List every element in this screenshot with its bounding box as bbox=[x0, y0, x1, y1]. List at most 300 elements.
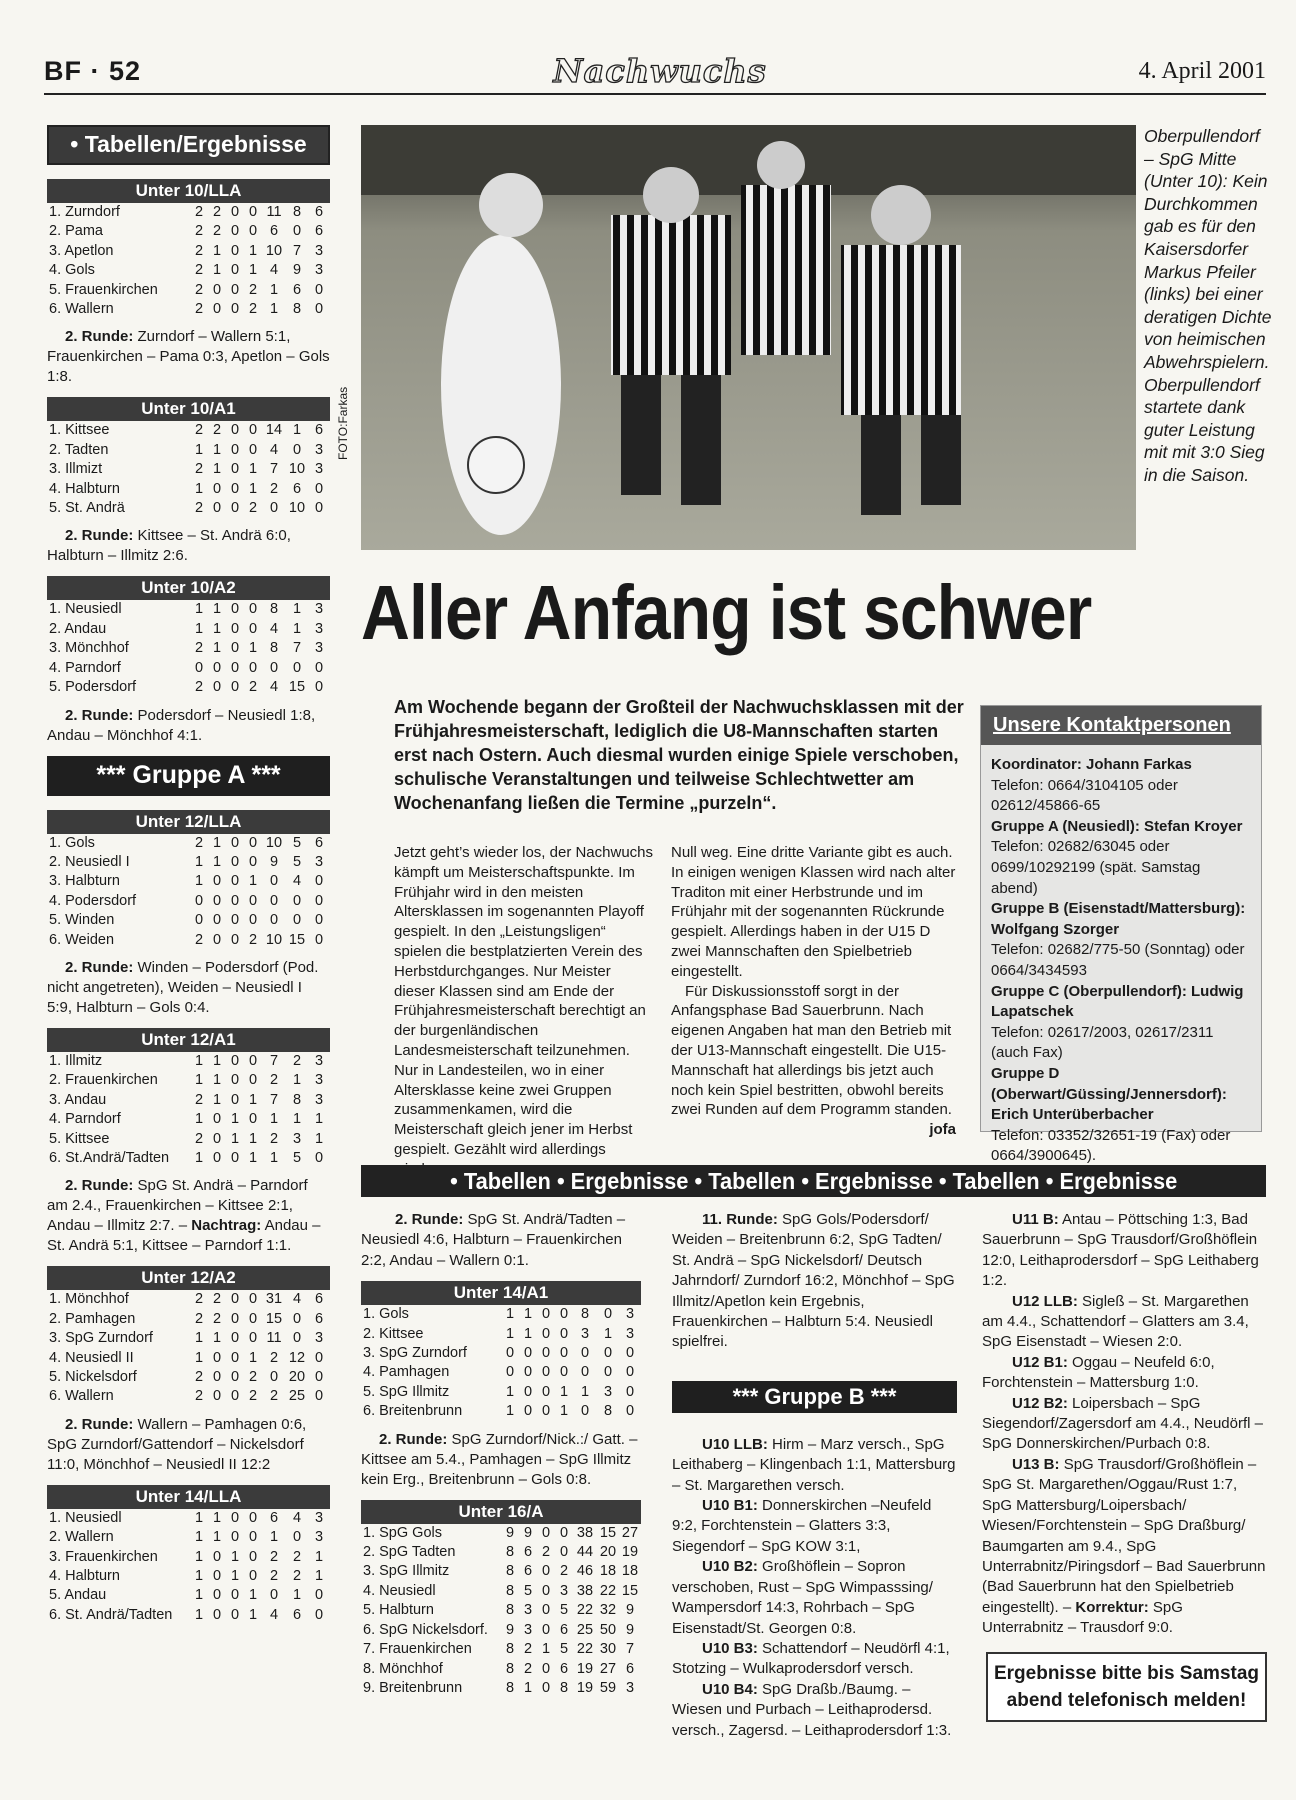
stat-cell: 0 bbox=[248, 1111, 258, 1128]
stat-cell: 2 bbox=[194, 204, 204, 220]
stat-cell: 5 bbox=[523, 1582, 533, 1599]
table-row bbox=[47, 1149, 330, 1168]
stat-cell: 6 bbox=[269, 223, 279, 240]
group-b-bar: *** Gruppe B *** bbox=[672, 1381, 957, 1413]
stat-cell: 1 bbox=[212, 262, 222, 279]
stat-cell: 6 bbox=[559, 1660, 569, 1677]
stat-cell: 1 bbox=[541, 1641, 551, 1658]
intro-result bbox=[361, 1210, 641, 1271]
table-row bbox=[47, 1528, 330, 1547]
table-row bbox=[47, 1606, 330, 1625]
result-label: 2. Runde: bbox=[379, 1430, 448, 1448]
stat-cell: 8 bbox=[269, 601, 279, 618]
stat-cell: 1 bbox=[212, 1091, 222, 1108]
stat-cell: 1 bbox=[194, 1548, 204, 1565]
stat-cell: 1 bbox=[248, 1587, 258, 1604]
team-name: 3. SpG Zurndorf bbox=[363, 1345, 467, 1362]
author: jofa bbox=[929, 1121, 956, 1139]
stat-cell: 2 bbox=[194, 640, 204, 657]
stat-cell: 0 bbox=[314, 873, 324, 890]
stat-cell: 2 bbox=[194, 1291, 204, 1308]
stat-cell: 3 bbox=[314, 1529, 324, 1546]
stat-cell: 0 bbox=[541, 1325, 551, 1342]
stat-cell: 6 bbox=[292, 1606, 302, 1623]
stat-cell: 0 bbox=[559, 1325, 569, 1342]
stat-cell: 10 bbox=[265, 834, 283, 851]
stat-cell: 1 bbox=[523, 1306, 533, 1323]
standings-table bbox=[47, 834, 330, 950]
stat-cell: 0 bbox=[559, 1306, 569, 1323]
stat-cell: 0 bbox=[212, 301, 222, 318]
result-text: Schattendorf – Neudörfl 4:1, Stotzing – Wulkaprodersdorf versch. bbox=[672, 1639, 950, 1678]
round-result bbox=[47, 958, 330, 1018]
stat-cell: 1 bbox=[248, 480, 258, 497]
lead-paragraph: Am Wochende begann der Großteil der Nachwuchsklassen mit der Frühjahresmeisterschaft, lediglich die U8-Mannschaften starten erst nach Ostern. Auch diesmal wurden einige Spiele verschoben, schulische Veranstaltungen und teilweise Schlechtwetter am Wochenanfang ließen die Termine „purzeln“. bbox=[394, 697, 964, 813]
stat-cell: 0 bbox=[248, 204, 258, 220]
match-photo bbox=[361, 125, 1136, 550]
stat-cell: 0 bbox=[212, 480, 222, 497]
standings-table bbox=[47, 203, 330, 319]
stat-cell: 1 bbox=[248, 1130, 258, 1147]
stat-cell: 4 bbox=[269, 1606, 279, 1623]
result-label: 11. Runde: bbox=[702, 1211, 778, 1228]
stat-cell: 0 bbox=[212, 1587, 222, 1604]
issue-date: 4. April 2001 bbox=[1138, 58, 1266, 84]
stat-cell: 3 bbox=[559, 1582, 569, 1599]
stat-cell: 0 bbox=[625, 1403, 635, 1420]
stat-cell: 0 bbox=[292, 892, 302, 909]
result-text: SpG St. Andrä/Tadten – Neusiedl 4:6, Halbturn – Frauenkirchen 2:2, Andau – Wallern 0:1. bbox=[361, 1211, 626, 1269]
report-results-note: Ergebnisse bitte bis Samstag abend telefonisch melden! bbox=[986, 1652, 1267, 1722]
stat-cell: 0 bbox=[212, 912, 222, 929]
stat-cell: 3 bbox=[523, 1621, 533, 1638]
table-row bbox=[47, 659, 330, 678]
stat-cell: 0 bbox=[269, 1369, 279, 1385]
result-label: 2. Runde: bbox=[65, 1177, 134, 1195]
stat-cell: 0 bbox=[580, 1403, 590, 1420]
contact-name: Gruppe B (Eisenstadt/Mattersburg): Wolfgang Szorger bbox=[991, 900, 1246, 938]
table-row bbox=[361, 1363, 641, 1382]
team-name: 1. Kittsee bbox=[49, 422, 110, 439]
table-row bbox=[47, 678, 330, 697]
stat-cell: 2 bbox=[194, 223, 204, 240]
stat-cell: 1 bbox=[269, 1111, 279, 1128]
result-text: SpG Gols/Podersdorf/ Weiden – Breitenbrunn 6:2, SpG Tadten/ St. Andrä – SpG Nickelsdorf/ Deutsch Jahrndorf/ Zurndorf 16:2, Mönchhof – SpG Illmitz/Apetlon kein Ergebnis, Frauenkirchen – Halbturn 5:4. Neusiedl spielfrei. bbox=[672, 1211, 955, 1351]
stat-cell: 2 bbox=[248, 1369, 258, 1385]
contact-entry bbox=[991, 755, 1251, 817]
stat-cell: 1 bbox=[559, 1383, 569, 1400]
standings-table bbox=[361, 1305, 641, 1421]
stat-cell: 6 bbox=[314, 834, 324, 851]
table-row bbox=[47, 1052, 330, 1071]
stat-cell: 9 bbox=[523, 1524, 533, 1541]
result-text: Sigleß – St. Margarethen am 4.4., Schattendorf – Glatters am 3.4, SpG Eisenstadt – Wiesen 2:0. bbox=[982, 1292, 1249, 1351]
stat-cell: 1 bbox=[212, 1072, 222, 1089]
contacts-list bbox=[981, 745, 1261, 1177]
result-label: Korrektur: bbox=[1075, 1598, 1149, 1616]
team-name: 3. Andau bbox=[49, 1091, 107, 1108]
stat-cell: 20 bbox=[599, 1544, 617, 1561]
stat-cell: 6 bbox=[523, 1563, 533, 1580]
round-result bbox=[982, 1292, 1267, 1353]
result-label: 2. Runde: bbox=[65, 958, 134, 976]
stat-cell: 3 bbox=[314, 1509, 324, 1526]
stat-cell: 19 bbox=[576, 1679, 594, 1696]
page-number: BF · 52 bbox=[44, 56, 142, 86]
stat-cell: 9 bbox=[269, 853, 279, 870]
stat-cell: 0 bbox=[314, 281, 324, 298]
standings-table bbox=[47, 421, 330, 518]
result-text: Antau – Pöttsching 1:3, Bad Sauerbrunn – SpG Trausdorf/Großhöflein 12:0, Leithaprodersdorf – SpG Leithaberg 1:2. bbox=[982, 1211, 1259, 1290]
stat-cell: 0 bbox=[230, 1606, 240, 1623]
stat-cell: 19 bbox=[576, 1660, 594, 1677]
stat-cell: 0 bbox=[541, 1306, 551, 1323]
stat-cell: 3 bbox=[314, 640, 324, 657]
table-row bbox=[47, 421, 330, 440]
stat-cell: 0 bbox=[212, 500, 222, 517]
table-row bbox=[47, 1586, 330, 1605]
stat-cell: 15 bbox=[621, 1582, 639, 1599]
result-label: U10 B1: bbox=[702, 1497, 758, 1515]
standings-table bbox=[47, 1290, 330, 1406]
team-name: 9. Breitenbrunn bbox=[363, 1679, 463, 1696]
stat-cell: 0 bbox=[212, 1369, 222, 1385]
stat-cell: 0 bbox=[505, 1345, 515, 1362]
stat-cell: 2 bbox=[523, 1641, 533, 1658]
stat-cell: 2 bbox=[194, 422, 204, 439]
stat-cell: 0 bbox=[212, 1349, 222, 1366]
table-row bbox=[361, 1344, 641, 1363]
team-name: 5. Halbturn bbox=[363, 1602, 434, 1619]
stat-cell: 2 bbox=[194, 242, 204, 259]
stat-cell: 2 bbox=[292, 1052, 302, 1069]
stat-cell: 1 bbox=[248, 461, 258, 478]
stat-cell: 1 bbox=[212, 441, 222, 458]
stat-cell: 2 bbox=[292, 1548, 302, 1565]
contact-phone: Telefon: 02682/775-50 (Sonntag) oder 0664/3434593 bbox=[991, 941, 1245, 979]
team-name: 3. Mönchhof bbox=[49, 640, 129, 657]
stat-cell: 3 bbox=[314, 620, 324, 637]
stat-cell: 0 bbox=[248, 223, 258, 240]
stat-cell: 10 bbox=[288, 461, 306, 478]
stat-cell: 0 bbox=[541, 1602, 551, 1619]
stat-cell: 0 bbox=[292, 1330, 302, 1347]
table-row bbox=[47, 892, 330, 911]
table-title: Unter 14/A1 bbox=[361, 1281, 641, 1305]
stat-cell: 3 bbox=[292, 1130, 302, 1147]
round-result bbox=[47, 327, 330, 387]
team-name: 1. Neusiedl bbox=[49, 1509, 122, 1526]
stat-cell: 1 bbox=[194, 1606, 204, 1623]
table-title: Unter 12/A1 bbox=[47, 1028, 330, 1052]
result-text: SpG Trausdorf/Großhöflein – SpG St. Margarethen/Oggau/Rust 1:7, SpG Mattersburg/Loipersbach/ Wiesen/Forchtenstein – SpG Draßburg/ Baumgarten am 9.4., SpG Unterrabnitz/Piringsdorf – Bad Sauerbrunn (Bad Sauerbrunn hat den Spielbetrieb eingestellt). – bbox=[982, 1455, 1266, 1616]
stat-cell: 22 bbox=[599, 1582, 617, 1599]
stat-cell: 0 bbox=[230, 931, 240, 948]
table-row bbox=[361, 1601, 641, 1620]
stat-cell: 0 bbox=[314, 892, 324, 909]
stat-cell: 1 bbox=[194, 1072, 204, 1089]
stat-cell: 0 bbox=[269, 659, 279, 676]
team-name: 5. Podersdorf bbox=[49, 679, 137, 696]
team-name: 4. Halbturn bbox=[49, 1568, 120, 1585]
stat-cell: 14 bbox=[265, 422, 283, 439]
stat-cell: 0 bbox=[230, 1052, 240, 1069]
stat-cell: 4 bbox=[292, 873, 302, 890]
stat-cell: 1 bbox=[194, 601, 204, 618]
stat-cell: 8 bbox=[269, 640, 279, 657]
table-row bbox=[361, 1562, 641, 1581]
stat-cell: 9 bbox=[505, 1524, 515, 1541]
result-text: Großhöflein – Sopron verschoben, Rust – SpG Wimpasssing/ Wampersdorf 14:3, Rohrbach – SpG Eisenstadt/St. Georgen 0:8. bbox=[672, 1558, 933, 1637]
team-name: 1. Gols bbox=[363, 1306, 409, 1323]
stat-cell: 15 bbox=[265, 1310, 283, 1327]
stat-cell: 8 bbox=[292, 301, 302, 318]
stat-cell: 0 bbox=[523, 1383, 533, 1400]
stat-cell: 1 bbox=[292, 422, 302, 439]
stat-cell: 7 bbox=[292, 640, 302, 657]
stat-cell: 2 bbox=[523, 1660, 533, 1677]
stat-cell: 0 bbox=[248, 422, 258, 439]
headline: Aller Anfang ist schwer bbox=[361, 570, 1092, 656]
stat-cell: 0 bbox=[194, 892, 204, 909]
stat-cell: 1 bbox=[194, 1149, 204, 1166]
stat-cell: 7 bbox=[625, 1641, 635, 1658]
stat-cell: 2 bbox=[194, 281, 204, 298]
stat-cell: 0 bbox=[541, 1364, 551, 1381]
stat-cell: 0 bbox=[248, 1548, 258, 1565]
stat-cell: 0 bbox=[314, 1149, 324, 1166]
team-name: 1. SpG Gols bbox=[363, 1524, 442, 1541]
table-row bbox=[47, 1091, 330, 1110]
stat-cell: 0 bbox=[230, 301, 240, 318]
stat-cell: 0 bbox=[269, 892, 279, 909]
team-name: 5. Nickelsdorf bbox=[49, 1369, 137, 1385]
stat-cell: 0 bbox=[248, 1291, 258, 1308]
stat-cell: 1 bbox=[269, 301, 279, 318]
stat-cell: 1 bbox=[292, 1072, 302, 1089]
stat-cell: 0 bbox=[230, 1509, 240, 1526]
team-name: 2. Tadten bbox=[49, 441, 109, 458]
stat-cell: 8 bbox=[292, 204, 302, 220]
stat-cell: 2 bbox=[194, 834, 204, 851]
article-column-2 bbox=[671, 843, 956, 1140]
stat-cell: 9 bbox=[505, 1621, 515, 1638]
stat-cell: 1 bbox=[230, 1130, 240, 1147]
stat-cell: 1 bbox=[248, 1349, 258, 1366]
stat-cell: 6 bbox=[292, 281, 302, 298]
stat-cell: 0 bbox=[580, 1345, 590, 1362]
stat-cell: 18 bbox=[621, 1563, 639, 1580]
stat-cell: 6 bbox=[523, 1544, 533, 1561]
stat-cell: 0 bbox=[625, 1383, 635, 1400]
stat-cell: 3 bbox=[314, 1330, 324, 1347]
stat-cell: 2 bbox=[194, 301, 204, 318]
stat-cell: 0 bbox=[541, 1660, 551, 1677]
stat-cell: 6 bbox=[314, 422, 324, 439]
round-result bbox=[672, 1680, 957, 1741]
stat-cell: 1 bbox=[194, 1587, 204, 1604]
stat-cell: 0 bbox=[314, 679, 324, 696]
photo-credit: FOTO:Farkas bbox=[336, 386, 350, 460]
table-row bbox=[47, 261, 330, 280]
table-row bbox=[47, 222, 330, 241]
stat-cell: 3 bbox=[580, 1325, 590, 1342]
lower-column-2 bbox=[672, 1210, 957, 1741]
result-label: 2. Runde: bbox=[65, 706, 134, 724]
stat-cell: 8 bbox=[505, 1660, 515, 1677]
stat-cell: 6 bbox=[314, 223, 324, 240]
stat-cell: 0 bbox=[248, 912, 258, 929]
team-name: 8. Mönchhof bbox=[363, 1660, 443, 1677]
team-name: 1. Mönchhof bbox=[49, 1291, 129, 1308]
stat-cell: 0 bbox=[230, 601, 240, 618]
stat-cell: 4 bbox=[269, 620, 279, 637]
team-name: 4. Parndorf bbox=[49, 1111, 121, 1128]
group-a-bar: *** Gruppe A *** bbox=[47, 756, 330, 796]
table-row bbox=[47, 1290, 330, 1309]
team-name: 1. Neusiedl bbox=[49, 601, 122, 618]
stat-cell: 11 bbox=[266, 204, 282, 220]
stat-cell: 0 bbox=[248, 834, 258, 851]
standings-table bbox=[47, 1509, 330, 1625]
stat-cell: 0 bbox=[230, 679, 240, 696]
team-name: 6. Weiden bbox=[49, 931, 115, 948]
stat-cell: 0 bbox=[230, 1369, 240, 1385]
stat-cell: 20 bbox=[288, 1369, 306, 1385]
standings-table bbox=[361, 1524, 641, 1699]
contact-phone: Telefon: 0664/3104105 oder 02612/45866-65 bbox=[991, 776, 1178, 815]
stat-cell: 0 bbox=[269, 1587, 279, 1604]
stat-cell: 0 bbox=[230, 1587, 240, 1604]
stat-cell: 25 bbox=[288, 1388, 306, 1405]
table-row bbox=[47, 600, 330, 619]
stat-cell: 0 bbox=[230, 1072, 240, 1089]
stat-cell: 1 bbox=[292, 620, 302, 637]
stat-cell: 0 bbox=[230, 461, 240, 478]
stat-cell: 8 bbox=[505, 1602, 515, 1619]
stat-cell: 1 bbox=[248, 1149, 258, 1166]
result-text: SpG Zurndorf/Nick.:/ Gatt. – Kittsee am 5.4., Pamhagen – SpG Illmitz kein Erg., Breitenbrunn – Gols 0:8. bbox=[361, 1430, 638, 1488]
result-text: Podersdorf – Neusiedl 1:8, Andau – Mönchhof 4:1. bbox=[47, 706, 316, 744]
stat-cell: 2 bbox=[248, 281, 258, 298]
stat-cell: 0 bbox=[212, 1548, 222, 1565]
table-row bbox=[47, 834, 330, 853]
stat-cell: 1 bbox=[248, 1606, 258, 1623]
result-label: U12 LLB: bbox=[1012, 1292, 1078, 1310]
band-text: • Tabellen • Ergebnisse • Tabellen • Ergebnisse • Tabellen • Ergebnisse bbox=[449, 1168, 1178, 1194]
contact-entry bbox=[991, 817, 1251, 899]
table-row bbox=[361, 1621, 641, 1640]
result-label: 2. Runde: bbox=[395, 1211, 464, 1228]
stat-cell: 3 bbox=[314, 262, 324, 279]
stat-cell: 0 bbox=[248, 1568, 258, 1585]
stat-cell: 2 bbox=[269, 1130, 279, 1147]
stat-cell: 5 bbox=[292, 1149, 302, 1166]
result-label: U10 B4: bbox=[702, 1680, 758, 1698]
table-title: Unter 10/A1 bbox=[47, 397, 330, 421]
stat-cell: 0 bbox=[625, 1345, 635, 1362]
stat-cell: 0 bbox=[505, 1364, 515, 1381]
table-row bbox=[361, 1543, 641, 1562]
table-row bbox=[47, 853, 330, 872]
stat-cell: 2 bbox=[212, 204, 222, 220]
stat-cell: 0 bbox=[314, 1349, 324, 1366]
mid-result bbox=[672, 1210, 957, 1353]
round-result bbox=[672, 1557, 957, 1639]
stat-cell: 0 bbox=[230, 853, 240, 870]
round-result bbox=[982, 1455, 1267, 1639]
stat-cell: 0 bbox=[314, 480, 324, 497]
stat-cell: 1 bbox=[292, 601, 302, 618]
stat-cell: 1 bbox=[212, 1330, 222, 1347]
table-row bbox=[47, 441, 330, 460]
stat-cell: 0 bbox=[230, 242, 240, 259]
stat-cell: 0 bbox=[248, 441, 258, 458]
stat-cell: 1 bbox=[505, 1325, 515, 1342]
stat-cell: 15 bbox=[599, 1524, 617, 1541]
table-row bbox=[47, 242, 330, 261]
stat-cell: 0 bbox=[212, 659, 222, 676]
standings-table bbox=[47, 1052, 330, 1168]
stat-cell: 2 bbox=[194, 1310, 204, 1327]
stat-cell: 1 bbox=[194, 1349, 204, 1366]
stat-cell: 0 bbox=[230, 659, 240, 676]
stat-cell: 1 bbox=[292, 1111, 302, 1128]
stat-cell: 1 bbox=[230, 1568, 240, 1585]
stat-cell: 6 bbox=[314, 1291, 324, 1308]
stat-cell: 2 bbox=[194, 1369, 204, 1385]
stat-cell: 2 bbox=[194, 500, 204, 517]
stat-cell: 59 bbox=[599, 1679, 617, 1696]
stat-cell: 0 bbox=[625, 1364, 635, 1381]
stat-cell: 0 bbox=[541, 1563, 551, 1580]
team-name: 4. Pamhagen bbox=[363, 1364, 450, 1381]
contact-name: Gruppe C (Oberpullendorf): Ludwig Lapatschek bbox=[991, 982, 1244, 1021]
stat-cell: 3 bbox=[603, 1383, 613, 1400]
stat-cell: 3 bbox=[625, 1325, 635, 1342]
stat-cell: 0 bbox=[248, 620, 258, 637]
stat-cell: 1 bbox=[505, 1306, 515, 1323]
stat-cell: 0 bbox=[314, 659, 324, 676]
stat-cell: 1 bbox=[212, 242, 222, 259]
stat-cell: 0 bbox=[212, 892, 222, 909]
stat-cell: 0 bbox=[314, 1388, 324, 1405]
table-row bbox=[47, 872, 330, 891]
stat-cell: 7 bbox=[269, 1091, 279, 1108]
stat-cell: 10 bbox=[265, 931, 283, 948]
stat-cell: 2 bbox=[194, 1130, 204, 1147]
stat-cell: 0 bbox=[212, 1149, 222, 1166]
stat-cell: 1 bbox=[248, 640, 258, 657]
team-name: 4. Halbturn bbox=[49, 480, 120, 497]
round-result bbox=[982, 1353, 1267, 1394]
team-name: 1. Zurndorf bbox=[49, 204, 120, 220]
stat-cell: 1 bbox=[194, 480, 204, 497]
result-text: Loipersbach – SpG Siegendorf/Zagersdorf am 4.4., Neudörfl – SpG Donnerskirchen/Purbach 0:8. bbox=[982, 1394, 1263, 1453]
lower-column-3 bbox=[982, 1210, 1267, 1639]
team-name: 1. Illmitz bbox=[49, 1052, 103, 1069]
round-result bbox=[47, 1176, 330, 1256]
team-name: 2. SpG Tadten bbox=[363, 1544, 456, 1561]
stat-cell: 0 bbox=[212, 873, 222, 890]
stat-cell: 1 bbox=[212, 834, 222, 851]
team-name: 4. Neusiedl II bbox=[49, 1349, 134, 1366]
result-label: U11 B: bbox=[1012, 1211, 1059, 1228]
round-result bbox=[982, 1394, 1267, 1455]
stat-cell: 46 bbox=[576, 1563, 594, 1580]
stat-cell: 31 bbox=[265, 1291, 283, 1308]
stat-cell: 1 bbox=[603, 1325, 613, 1342]
